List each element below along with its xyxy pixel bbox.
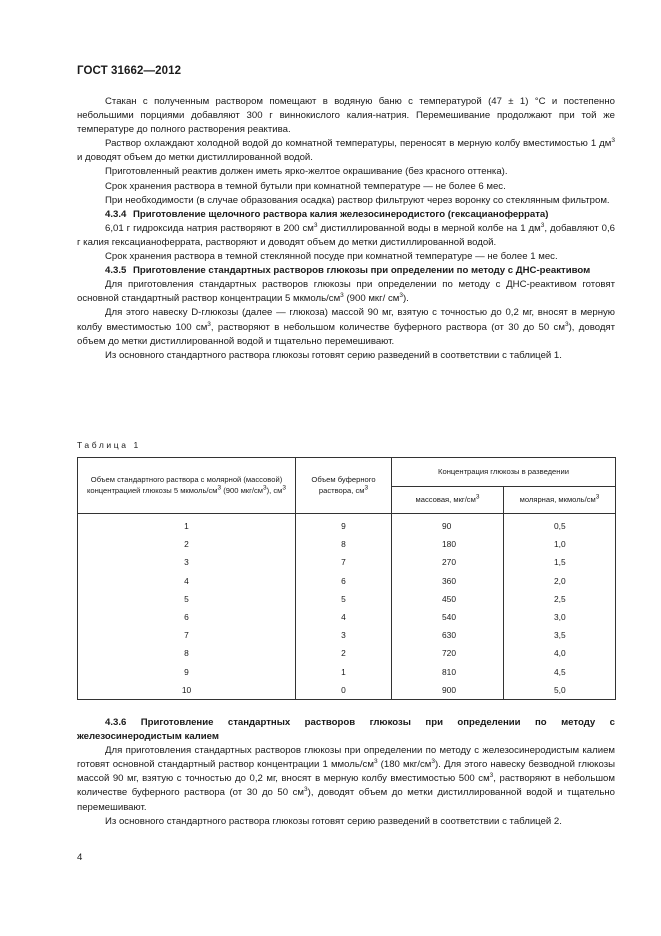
table-cell: 900 [392,681,504,700]
paragraph: Из основного стандартного раствора глюкозы готовят серию разведений в соответствии с таблицей 2. [105,815,562,827]
table-cell: 2,0 [504,572,616,590]
table-header-molar-concentration: молярная, мкмоль/$см^3$ [504,487,616,514]
table-cell: 1,5 [504,553,616,571]
page-number: 4 [77,852,83,863]
body-text-upper [77,95,615,363]
paragraph: Для приготовления стандартных растворов глюкозы при определении по методу с ДНС-реактивом готовят основной стандартный раствор концентрации 5 мкмоль/$см^3$ (900 мкг/ $см^3$). [77,279,615,305]
table-cell: 6 [78,608,296,626]
table-cell: 3 [296,626,392,644]
table-cell: 180 [392,535,504,553]
table-cell: 5,0 [504,681,616,700]
table-row [78,681,616,700]
table-cell: 810 [392,663,504,681]
table-cell: 5 [296,590,392,608]
table-caption: Таблица 1 [77,440,141,450]
table-cell: 450 [392,590,504,608]
table-row [78,644,616,662]
table-cell: 5 [78,590,296,608]
paragraph: Раствор охлаждают холодной водой до комнатной температуры, переносят в мерную колбу вместимостью 1 $дм^3$ и доводят объем до метки дистиллированной водой. [77,137,615,164]
paragraph: Стакан с полученным раствором помещают в водяную баню с температурой (47 ± 1) °С и постепенно небольшими порциями добавляют 300 г виннокислого калия-натрия. Перемешивание продолжают при той же температуре до полного растворения реактива. [77,96,615,136]
table-row [78,626,616,644]
table-cell: 2 [78,535,296,553]
table-cell: 4 [296,608,392,626]
table-cell: 4 [78,572,296,590]
table-row [78,590,616,608]
table-cell: 0 [296,681,392,700]
table-cell: 3,0 [504,608,616,626]
table-header-concentration-group: Концентрация глюкозы в разведении [392,458,616,487]
paragraph: Из основного стандартного раствора глюкозы готовят серию разведений в соответствии с таблицей 1. [105,349,562,361]
paragraph: 6,01 г гидроксида натрия растворяют в 200 $см^3$ дистиллированной воды в мерной колбе на 1 $дм^3$, добавляют 0,6 г калия гексацианоферрата, растворяют и доводят объем до метки дистиллированной водой. [77,221,615,248]
section-heading-436: 4.3.6 Приготовление стандартных растворов глюкозы при определении по методу с железосинеродистым калием [77,717,616,743]
table-header-standard-volume: Объем стандартного раствора с молярной (массовой) концентрацией глюкозы 5 мкмоль/$см^3$ (900 мкг/$см^3$), $см^3$ [78,458,296,514]
table-header-buffer-volume: Объем буферного раствора, $см^3$ [296,458,392,514]
section-heading-434: 4.3.4 Приготовление щелочного раствора калия железосинеродистого (гексацианоферрата) [105,208,549,220]
table-header-mass-concentration: массовая, мкг/$см^3$ [392,487,504,514]
section-heading-435: 4.3.5 Приготовление стандартных растворов глюкозы при определении по методу с ДНС-реактивом [105,265,591,277]
paragraph: Для приготовления стандартных растворов глюкозы при определении по методу с железосинеродистым калием готовят основной стандартный раствор концентрации 1 ммоль/$см^3$ (180 мкг/$см^3$). Для этого навеску безводной глюкозы массой 90 мг, взятую с точностью до 0,2 мг, вносят в мерную колбу вместимостью 500 $см^3$, растворяют в небольшом количестве буферного раствора (от 30 до 50 $см^3$), доводят объем до метки дистиллированной водой и тщательно перемешивают. [77,745,615,813]
table-cell: 1 [296,663,392,681]
table-row [78,514,616,536]
table-cell: 90 [392,514,504,536]
paragraph: При необходимости (в случае образования осадка) раствор фильтруют через воронку со стеклянным фильтром. [105,194,610,206]
table-cell: 540 [392,608,504,626]
table-cell: 8 [78,644,296,662]
table-cell: 360 [392,572,504,590]
table-cell: 6 [296,572,392,590]
table-cell: 4,5 [504,663,616,681]
table-cell: 270 [392,553,504,571]
paragraph: Срок хранения раствора в темной бутыли при комнатной температуре — не более 6 мес. [105,180,506,192]
table-cell: 1 [78,514,296,536]
dilution-table [77,457,616,700]
table-cell: 2 [296,644,392,662]
table-row [78,572,616,590]
table-cell: 8 [296,535,392,553]
table-cell: 3,5 [504,626,616,644]
table-cell: 2,5 [504,590,616,608]
table-cell: 7 [296,553,392,571]
table-cell: 720 [392,644,504,662]
paragraph: Приготовленный реактив должен иметь ярко-желтое окрашивание (без красного оттенка). [105,166,508,178]
table-row [78,535,616,553]
body-text-lower [77,716,615,829]
table-row [78,663,616,681]
table-cell: 4,0 [504,644,616,662]
table-cell: 7 [78,626,296,644]
table-cell: 630 [392,626,504,644]
table-cell: 3 [78,553,296,571]
table-row [78,608,616,626]
table-cell: 0,5 [504,514,616,536]
paragraph: Для этого навеску D-глюкозы (далее — глюкоза) массой 90 мг, взятую с точностью до 0,2 мг, вносят в мерную колбу вместимостью 100 $см^3$, растворяют в небольшом количестве буферного раствора (от 30 до 50 $см^3$), доводят объем до метки дистиллированной водой и тщательно перемешивают. [77,307,616,347]
table-cell: 10 [78,681,296,700]
table-cell: 1,0 [504,535,616,553]
document-header: ГОСТ 31662—2012 [77,65,182,77]
table-cell: 9 [78,663,296,681]
table-row [78,553,616,571]
table-cell: 9 [296,514,392,536]
paragraph: Срок хранения раствора в темной стеклянной посуде при комнатной температуре — не более 1 мес. [105,251,558,263]
